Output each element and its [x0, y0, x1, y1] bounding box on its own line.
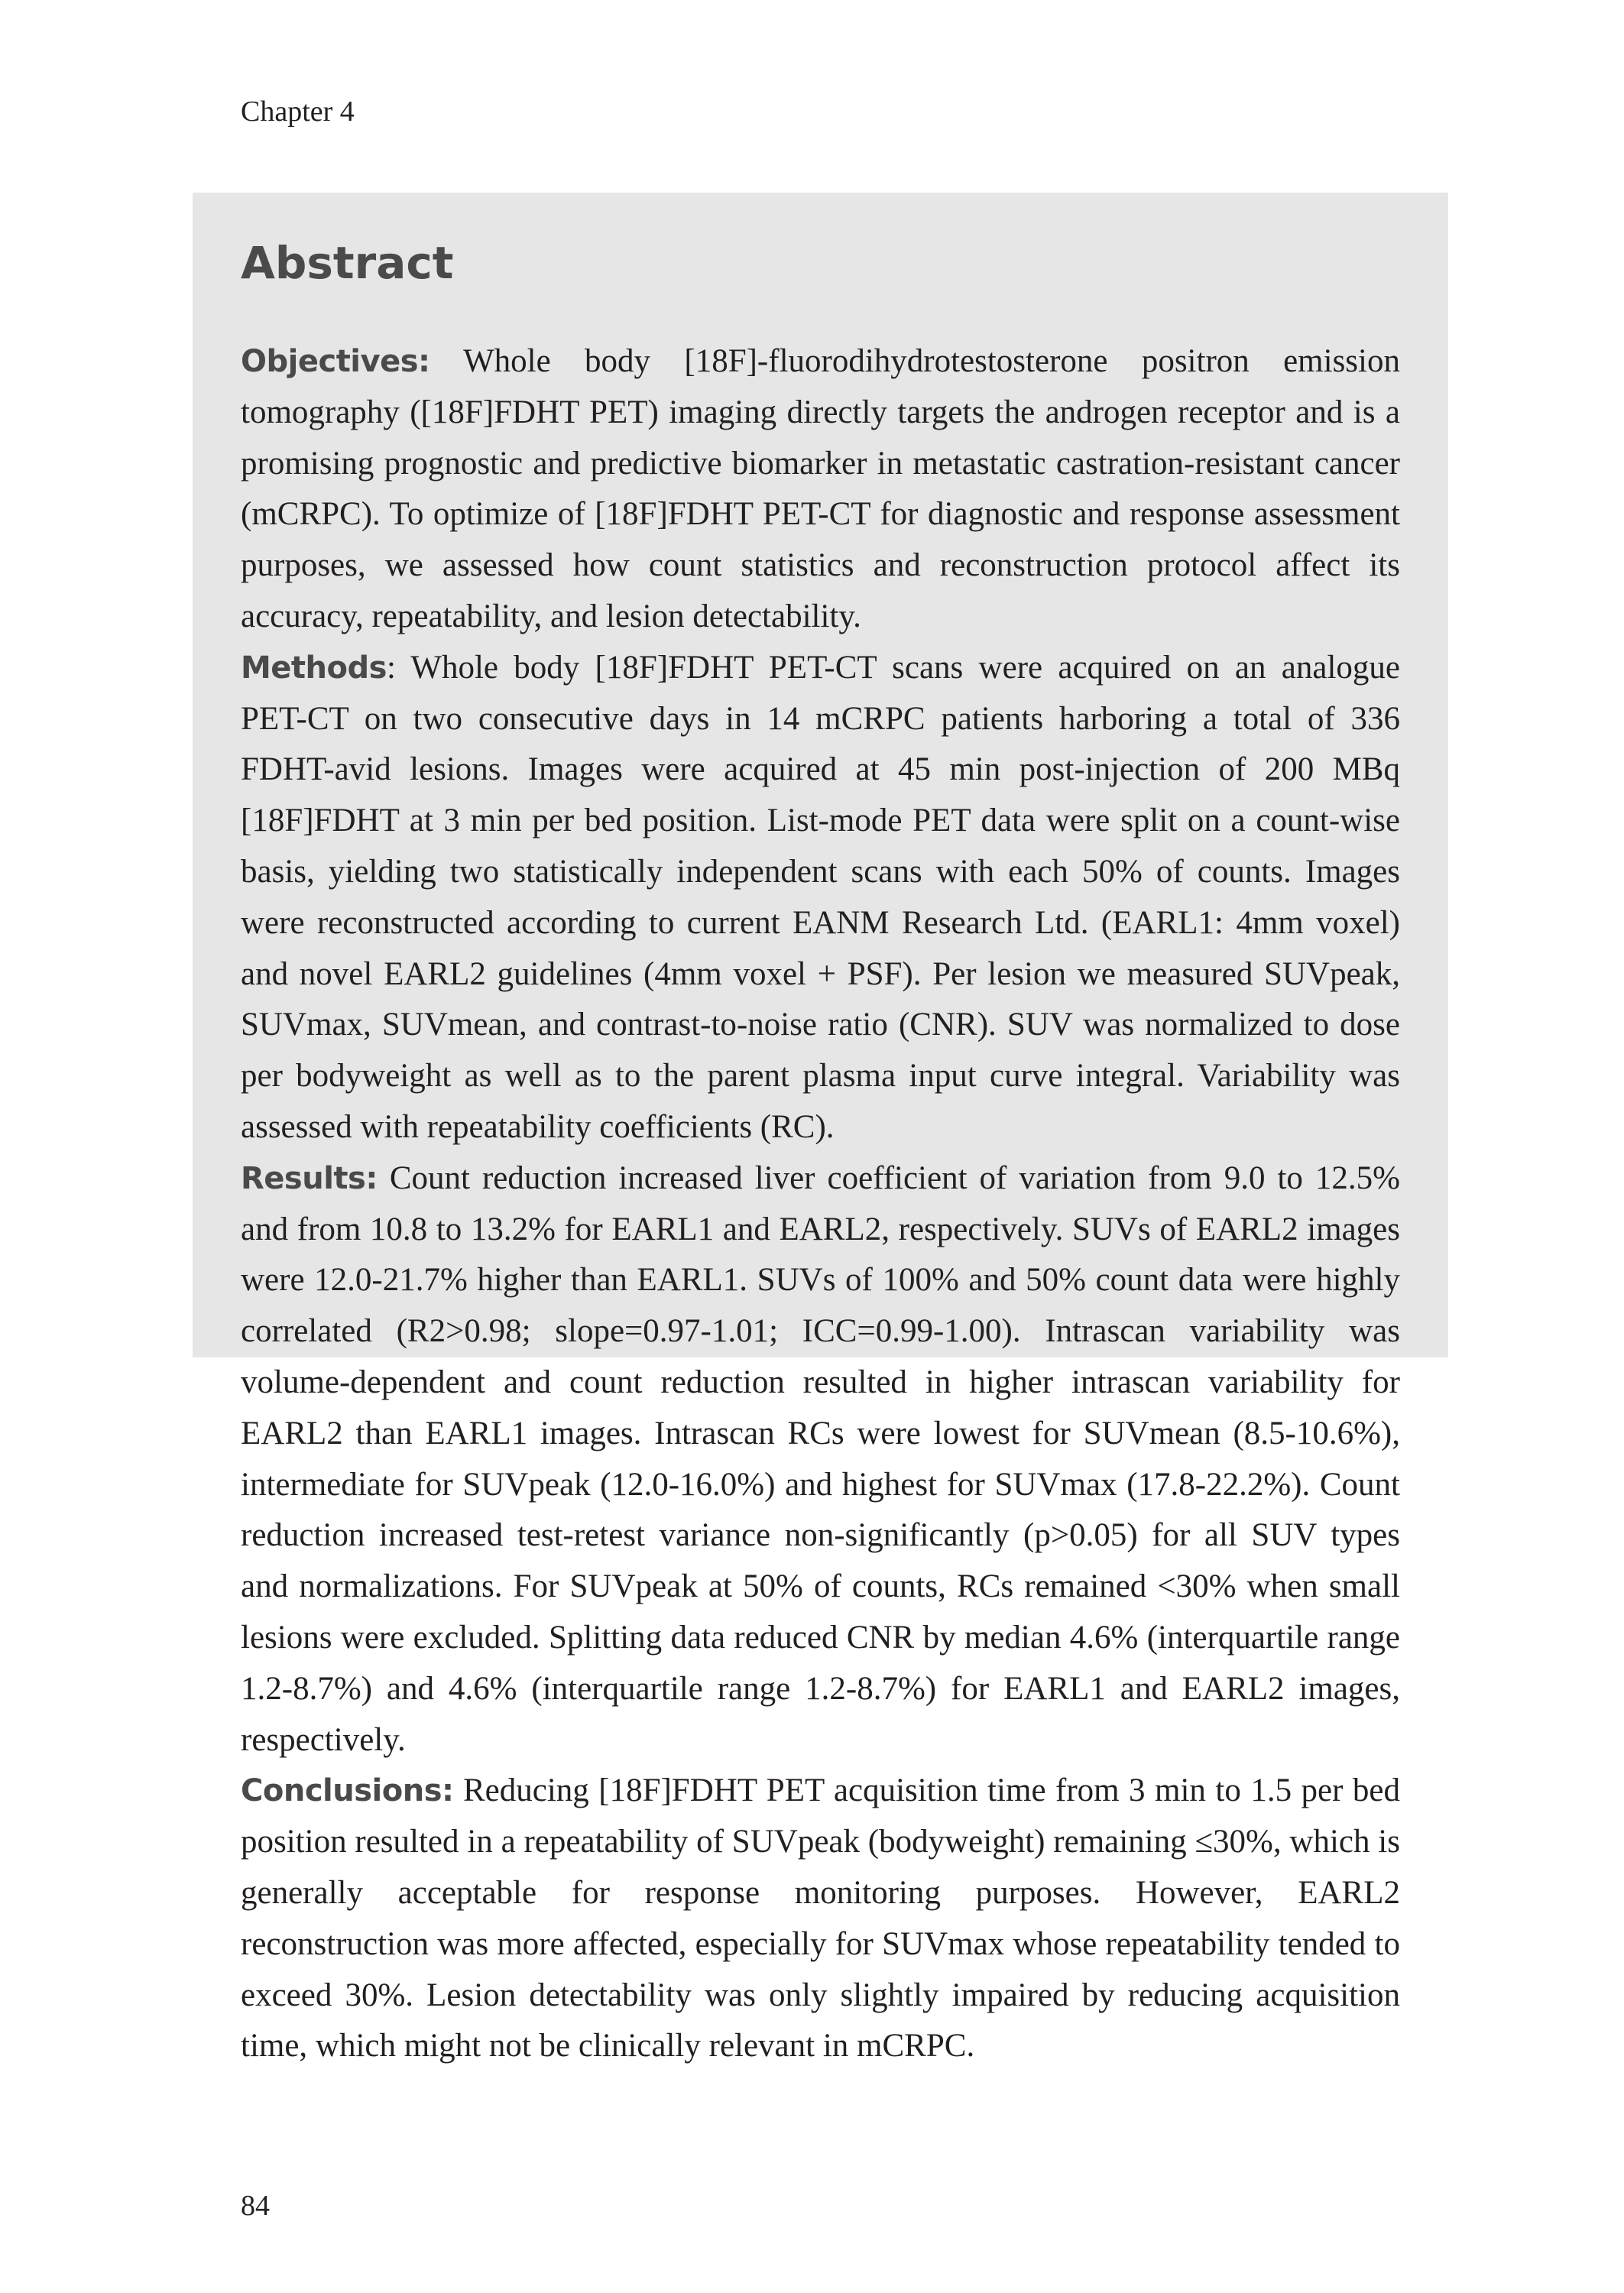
abstract-title: Abstract — [241, 237, 454, 289]
section-text-conclusions: Reducing [18F]FDHT PET acquisition time from 3 min to 1.5 per bed position resulted in a repeatability of SUVpeak (bodyweight) remaining ≤30%, which is generally acceptable for response monitoring purposes. However, EARL2 reconstruction was more affected, especially for SUVmax whose repeatability tended to exceed 30%. Lesion detectability was only slightly impaired by reducing acquisition time, which might not be clinically relevant in mCRPC. — [241, 1772, 1400, 2064]
section-label-results: Results: — [241, 1160, 378, 1196]
abstract-section-methods — [241, 643, 1400, 1153]
running-header: Chapter 4 — [241, 96, 355, 128]
abstract-section-results — [241, 1153, 1400, 1766]
page-number: 84 — [241, 2190, 270, 2222]
abstract-body — [241, 336, 1400, 2072]
abstract-section-conclusions — [241, 1766, 1400, 2072]
section-text-methods: : Whole body [18F]FDHT PET-CT scans were acquired on an analogue PET-CT on two consecutive days in 14 mCRPC patients harboring a total of 336 FDHT-avid lesions. Images were acquired at 45 min post-injection of 200 MBq [18F]FDHT at 3 min per bed position. List-mode PET data were split on a count-wise basis, yielding two statistically independent scans with each 50% of counts. Images were reconstructed according to current EANM Research Ltd. (EARL1: 4mm voxel) and novel EARL2 guidelines (4mm voxel + PSF). Per lesion we measured SUVpeak, SUVmax, SUVmean, and contrast-to-noise ratio (CNR). SUV was normalized to dose per bodyweight as well as to the parent plasma input curve integral. Variability was assessed with repeatability coefficients (RC). — [241, 649, 1400, 1145]
abstract-box — [193, 193, 1448, 2064]
section-label-objectives: Objectives: — [241, 344, 430, 379]
abstract-section-objectives — [241, 336, 1400, 643]
section-text-objectives: Whole body [18F]-fluorodihydrotestosterone positron emission tomography ([18F]FDHT PET) imaging directly targets the androgen receptor and is a promising prognostic and predictive biomarker in metastatic castration-resistant cancer (mCRPC). To optimize of [18F]FDHT PET-CT for diagnostic and response assessment purposes, we assessed how count statistics and reconstruction protocol affect its accuracy, repeatability, and lesion detectability. — [241, 343, 1400, 634]
section-label-methods: Methods — [241, 650, 387, 686]
section-text-results: Count reduction increased liver coefficient of variation from 9.0 to 12.5% and from 10.8 to 13.2% for EARL1 and EARL2, respectively. SUVs of EARL2 images were 12.0-21.7% higher than EARL1. SUVs of 100% and 50% count data were highly correlated (R2>0.98; slope=0.97-1.01; ICC=0.99-1.00). Intrascan variability was volume-dependent and count reduction resulted in higher intrascan variability for EARL2 than EARL1 images. Intrascan RCs were lowest for SUVmean (8.5-10.6%), intermediate for SUVpeak (12.0-16.0%) and highest for SUVmax (17.8-22.2%). Count reduction increased test-retest variance non-significantly (p>0.05) for all SUV types and normalizations. For SUVpeak at 50% of counts, RCs remained <30% when small lesions were excluded. Splitting data reduced CNR by median 4.6% (interquartile range 1.2-8.7%) and 4.6% (interquartile range 1.2-8.7%) for EARL1 and EARL2 images, respectively. — [241, 1159, 1400, 1758]
section-label-conclusions: Conclusions: — [241, 1773, 454, 1809]
